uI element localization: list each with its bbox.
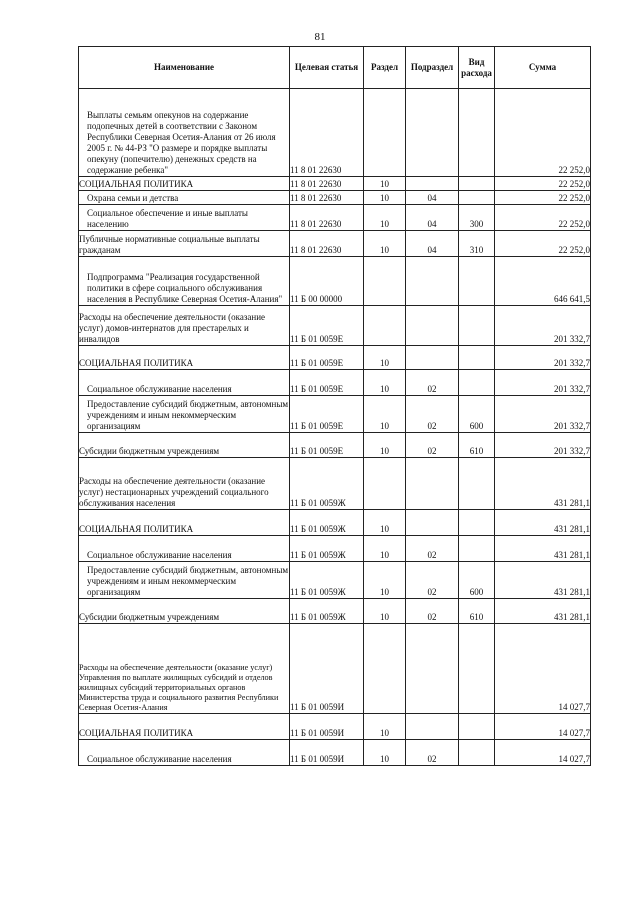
row-section: 10 <box>364 177 406 191</box>
row-article: 11 8 01 22630 <box>290 191 364 205</box>
table-row <box>79 177 591 191</box>
row-sum: 646 641,5 <box>495 257 591 306</box>
row-subsection: 02 <box>406 562 459 599</box>
row-section: 10 <box>364 191 406 205</box>
row-article: 11 8 01 22630 <box>290 177 364 191</box>
row-subsection: 02 <box>406 433 459 458</box>
row-section <box>364 257 406 306</box>
row-expense-type <box>459 370 495 396</box>
row-name: Расходы на обеспечение деятельности (оказание услуг) нестационарных учреждений социального обслуживания населения <box>79 458 290 510</box>
header-section: Раздел <box>364 47 406 89</box>
row-article: 11 8 01 22630 <box>290 205 364 231</box>
page-number: 81 <box>314 31 326 43</box>
row-name: Социальное обслуживание населения <box>79 370 290 396</box>
row-name: СОЦИАЛЬНАЯ ПОЛИТИКА <box>79 714 290 740</box>
row-expense-type: 610 <box>459 433 495 458</box>
row-sum: 14 027,7 <box>495 740 591 766</box>
table-row <box>79 396 591 433</box>
row-expense-type: 300 <box>459 205 495 231</box>
table-row <box>79 714 591 740</box>
row-expense-type <box>459 306 495 346</box>
row-expense-type <box>459 458 495 510</box>
row-subsection <box>406 458 459 510</box>
row-subsection <box>406 257 459 306</box>
row-section: 10 <box>364 231 406 257</box>
row-article: 11 Б 01 0059Е <box>290 433 364 458</box>
table-row <box>79 624 591 714</box>
header-subsection: Подраздел <box>406 47 459 89</box>
row-sum: 431 281,1 <box>495 536 591 562</box>
row-article: 11 Б 01 0059Е <box>290 396 364 433</box>
header-target-article: Целевая статья <box>290 47 364 89</box>
row-sum: 201 332,7 <box>495 346 591 370</box>
row-article: 11 Б 01 0059Ж <box>290 536 364 562</box>
row-section: 10 <box>364 346 406 370</box>
row-sum: 14 027,7 <box>495 624 591 714</box>
row-name: Публичные нормативные социальные выплаты гражданам <box>79 231 290 257</box>
row-name: Подпрограмма "Реализация государственной политики в сфере социального обслуживания населения в Республике Северная Осетия-Алания" <box>79 257 290 306</box>
row-subsection <box>406 346 459 370</box>
row-name: Субсидии бюджетным учреждениям <box>79 433 290 458</box>
header-name: Наименование <box>79 47 290 89</box>
row-sum: 201 332,7 <box>495 396 591 433</box>
row-article: 11 Б 01 0059Е <box>290 306 364 346</box>
row-section <box>364 306 406 346</box>
row-subsection: 04 <box>406 231 459 257</box>
row-subsection: 02 <box>406 396 459 433</box>
row-subsection <box>406 714 459 740</box>
table-row <box>79 346 591 370</box>
table-row <box>79 740 591 766</box>
row-section <box>364 458 406 510</box>
row-name: Расходы на обеспечение деятельности (оказание услуг) домов-интернатов для престарелых и инвалидов <box>79 306 290 346</box>
row-article: 11 Б 01 0059Е <box>290 346 364 370</box>
row-section: 10 <box>364 714 406 740</box>
row-subsection: 02 <box>406 370 459 396</box>
row-name: Предоставление субсидий бюджетным, автономным учреждениям и иным некоммерческим организациям <box>79 396 290 433</box>
row-subsection <box>406 624 459 714</box>
row-expense-type <box>459 191 495 205</box>
table-row <box>79 458 591 510</box>
row-article: 11 Б 01 0059И <box>290 740 364 766</box>
row-section: 10 <box>364 536 406 562</box>
row-subsection: 04 <box>406 191 459 205</box>
row-subsection <box>406 510 459 536</box>
row-name: СОЦИАЛЬНАЯ ПОЛИТИКА <box>79 346 290 370</box>
row-section: 10 <box>364 205 406 231</box>
row-subsection: 02 <box>406 536 459 562</box>
row-sum: 201 332,7 <box>495 433 591 458</box>
table-row <box>79 370 591 396</box>
budget-table <box>78 46 591 766</box>
row-name: Расходы на обеспечение деятельности (оказание услуг) Управления по выплате жилищных субсидий и отделов жилищных субсидий территориальных органов Министерства труда и социального развития Республики Северная Осетия-Алания <box>79 624 290 714</box>
table-row <box>79 599 591 624</box>
header-sum: Сумма <box>495 47 591 89</box>
table-row <box>79 205 591 231</box>
row-expense-type <box>459 624 495 714</box>
row-article: 11 8 01 22630 <box>290 231 364 257</box>
row-expense-type <box>459 714 495 740</box>
row-article: 11 Б 01 0059Ж <box>290 458 364 510</box>
row-article: 11 Б 01 0059Ж <box>290 510 364 536</box>
row-section: 10 <box>364 433 406 458</box>
row-section: 10 <box>364 370 406 396</box>
row-section: 10 <box>364 740 406 766</box>
row-expense-type <box>459 510 495 536</box>
row-section <box>364 624 406 714</box>
row-expense-type <box>459 536 495 562</box>
row-expense-type <box>459 89 495 177</box>
row-sum: 431 281,1 <box>495 510 591 536</box>
row-sum: 431 281,1 <box>495 599 591 624</box>
row-expense-type <box>459 177 495 191</box>
row-subsection <box>406 89 459 177</box>
row-subsection <box>406 306 459 346</box>
row-article: 11 Б 01 0059Ж <box>290 562 364 599</box>
row-section: 10 <box>364 599 406 624</box>
row-section: 10 <box>364 396 406 433</box>
row-section: 10 <box>364 510 406 536</box>
row-sum: 431 281,1 <box>495 458 591 510</box>
row-expense-type: 610 <box>459 599 495 624</box>
row-expense-type: 600 <box>459 562 495 599</box>
row-subsection: 02 <box>406 599 459 624</box>
row-sum: 14 027,7 <box>495 714 591 740</box>
row-sum: 431 281,1 <box>495 562 591 599</box>
row-name: Предоставление субсидий бюджетным, автономным учреждениям и иным некоммерческим организациям <box>79 562 290 599</box>
row-section: 10 <box>364 562 406 599</box>
row-name: СОЦИАЛЬНАЯ ПОЛИТИКА <box>79 510 290 536</box>
row-name: Выплаты семьям опекунов на содержание подопечных детей в соответствии с Законом Республики Северная Осетия-Алания от 26 июля 2005 г. № 44-РЗ "О размере и порядке выплаты опекуну (попечителю) денежных средств на содержание ребенка" <box>79 89 290 177</box>
row-sum: 22 252,0 <box>495 177 591 191</box>
table-row <box>79 231 591 257</box>
row-name: Социальное обеспечение и иные выплаты населению <box>79 205 290 231</box>
table-row <box>79 257 591 306</box>
row-article: 11 Б 01 0059И <box>290 624 364 714</box>
row-article: 11 Б 00 00000 <box>290 257 364 306</box>
row-article: 11 Б 01 0059Е <box>290 370 364 396</box>
table-row <box>79 536 591 562</box>
row-article: 11 Б 01 0059И <box>290 714 364 740</box>
row-article: 11 8 01 22630 <box>290 89 364 177</box>
row-section <box>364 89 406 177</box>
row-sum: 22 252,0 <box>495 191 591 205</box>
row-expense-type <box>459 257 495 306</box>
row-name: Субсидии бюджетным учреждениям <box>79 599 290 624</box>
header-expense-type: Вид расхода <box>459 47 495 89</box>
table-row <box>79 306 591 346</box>
row-expense-type: 600 <box>459 396 495 433</box>
row-sum: 22 252,0 <box>495 89 591 177</box>
row-expense-type: 310 <box>459 231 495 257</box>
table-row <box>79 191 591 205</box>
row-expense-type <box>459 740 495 766</box>
table-row <box>79 89 591 177</box>
row-sum: 22 252,0 <box>495 231 591 257</box>
row-name: СОЦИАЛЬНАЯ ПОЛИТИКА <box>79 177 290 191</box>
row-name: Социальное обслуживание населения <box>79 740 290 766</box>
row-expense-type <box>459 346 495 370</box>
row-name: Охрана семьи и детства <box>79 191 290 205</box>
table-row <box>79 562 591 599</box>
row-name: Социальное обслуживание населения <box>79 536 290 562</box>
table-row <box>79 510 591 536</box>
row-subsection: 04 <box>406 205 459 231</box>
row-sum: 22 252,0 <box>495 205 591 231</box>
row-subsection <box>406 177 459 191</box>
row-sum: 201 332,7 <box>495 306 591 346</box>
row-subsection: 02 <box>406 740 459 766</box>
row-article: 11 Б 01 0059Ж <box>290 599 364 624</box>
table-header-row <box>79 47 591 89</box>
row-sum: 201 332,7 <box>495 370 591 396</box>
table-row <box>79 433 591 458</box>
